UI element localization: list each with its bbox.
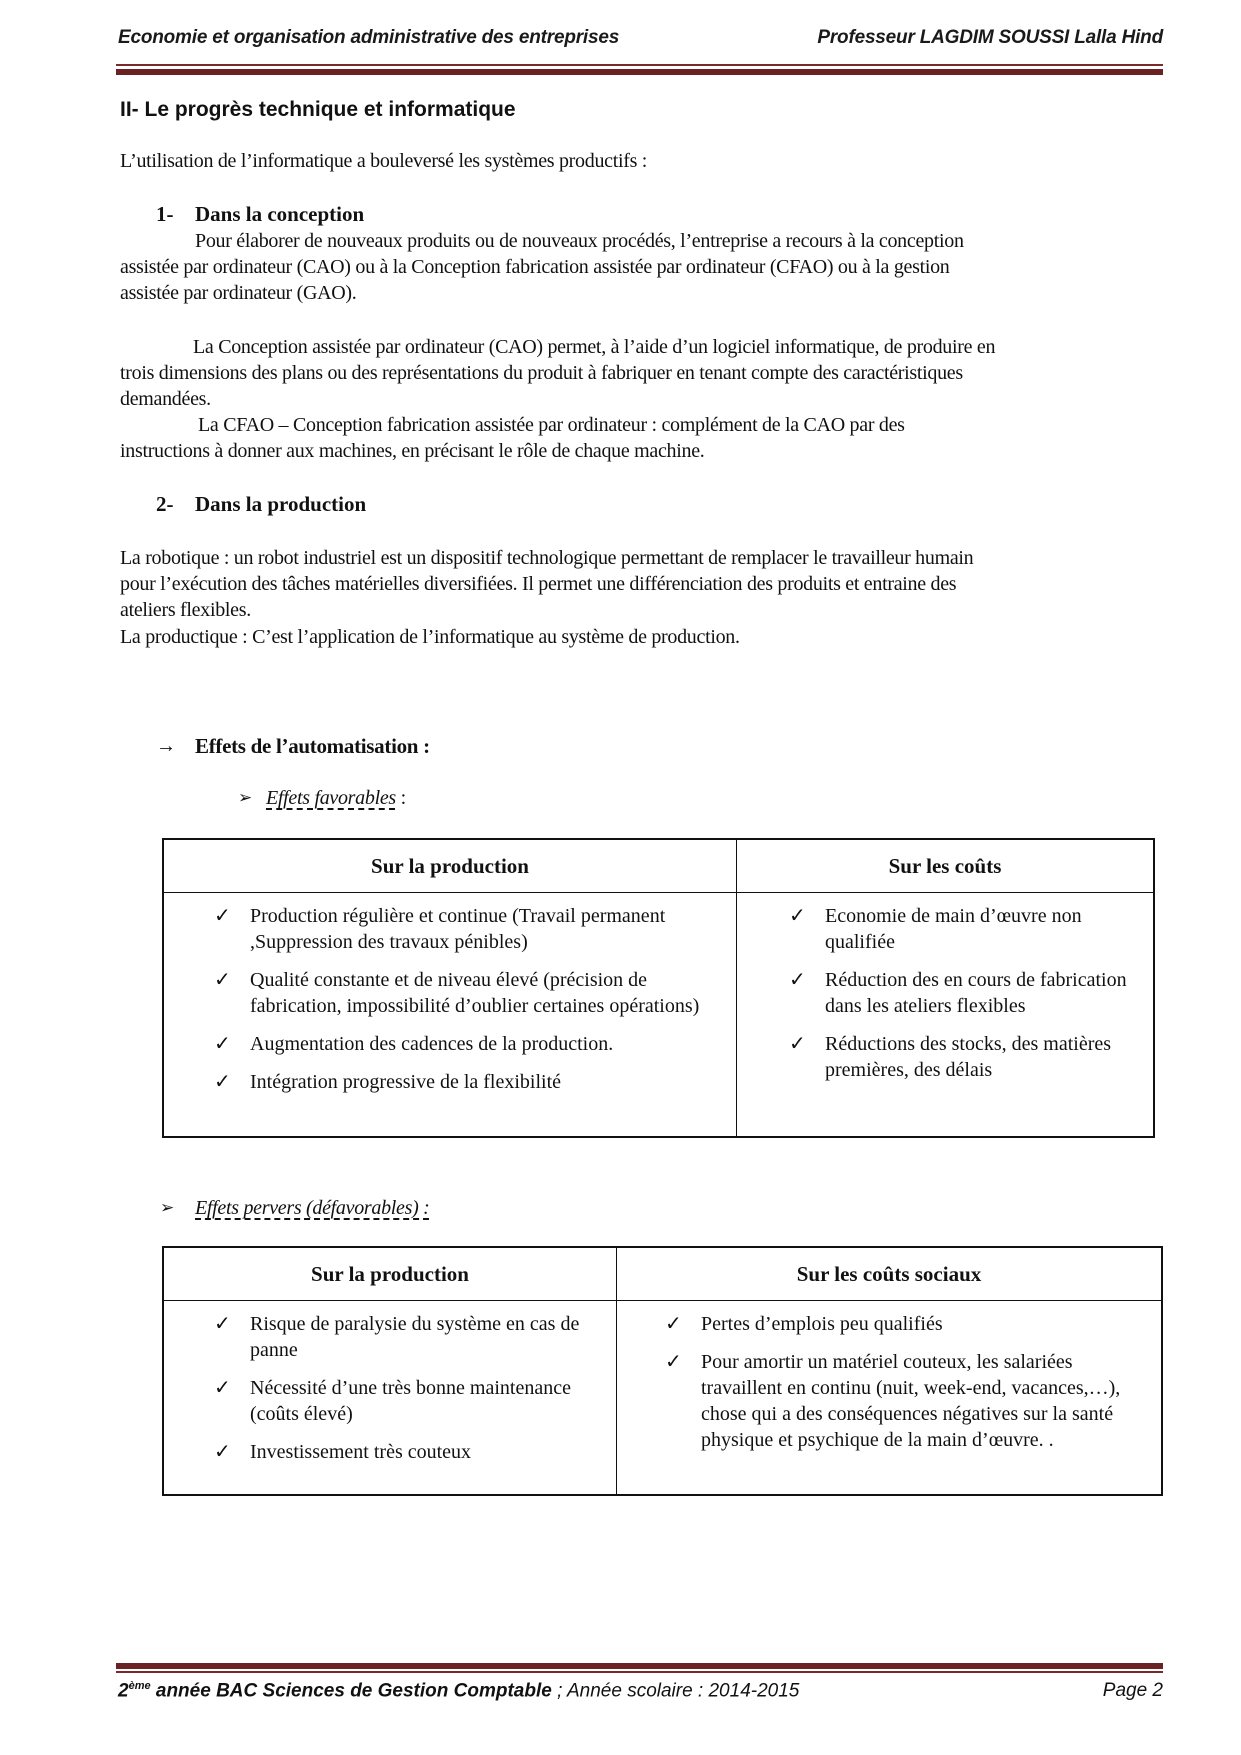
footer-grade-sup: ème: [128, 1680, 151, 1692]
part1-para3-line2: instructions à donner aux machines, en précisant le rôle de chaque machine.: [120, 440, 705, 462]
check-icon: ✓: [214, 905, 231, 927]
list-item: ✓ Pertes d’emplois peu qualifiés: [665, 1313, 943, 1335]
part1-para1-line2: assistée par ordinateur (CAO) ou à la Conception fabrication assistée par ordinateur (CFAO) ou à la gestion: [120, 256, 950, 278]
part2-para2: La productique : C’est l’application de l’informatique au système de production.: [120, 626, 740, 648]
footer-separator: ;: [551, 1680, 567, 1702]
header-rule-thin: [116, 64, 1163, 66]
part1-para1-line3: assistée par ordinateur (GAO).: [120, 282, 357, 304]
header-rule-thick: [116, 69, 1163, 75]
check-icon: ✓: [789, 969, 806, 991]
part1-number: 1-: [156, 202, 174, 226]
arrowhead-bullet-icon: ➢: [160, 1198, 174, 1217]
table-header-production: Sur la production: [163, 1247, 617, 1301]
intro-text: L’utilisation de l’informatique a bouleversé les systèmes productifs :: [120, 150, 648, 172]
page-number: Page 2: [1102, 1680, 1163, 1701]
list-item: ✓ Pour amortir un matériel couteux, les salariées travaillent en continu (nuit, week-end, vacances,…), chose qui a des conséquences négatives sur la santé physique et psychique de la main d’œuvre. .: [665, 1351, 1121, 1451]
check-icon: ✓: [789, 905, 806, 927]
check-icon: ✓: [665, 1313, 682, 1335]
part2-para1-line2: pour l’exécution des tâches matérielles diversifiées. Il permet une différenciation des produits et entraine des: [120, 573, 957, 595]
check-icon: ✓: [214, 969, 231, 991]
list-item: ✓ Production régulière et continue (Travail permanent ,Suppression des travaux pénibles): [214, 905, 666, 953]
list-item: ✓ Risque de paralysie du système en cas de panne: [214, 1313, 580, 1361]
check-icon: ✓: [665, 1351, 682, 1373]
check-icon: ✓: [789, 1033, 806, 1055]
check-icon: ✓: [214, 1033, 231, 1055]
social-costs-cell: [617, 1301, 1163, 1496]
arrow-right-icon: →: [156, 735, 176, 757]
unfavorable-effects-table: [162, 1246, 1163, 1496]
list-item: ✓ Nécessité d’une très bonne maintenance (coûts élevé): [214, 1377, 571, 1425]
part2-number: 2-: [156, 492, 174, 516]
part1-heading: Dans la conception: [195, 202, 365, 226]
footer-school-year: Année scolaire : 2014-2015: [566, 1680, 800, 1702]
part1-para2-line1: La Conception assistée par ordinateur (CAO) permet, à l’aide d’un logiciel informatique, de produire en: [193, 336, 996, 358]
costs-cell: [737, 893, 1155, 1138]
footer-course-info: [118, 1680, 799, 1702]
footer-grade-number: 2: [118, 1680, 129, 1702]
list-item: ✓ Réductions des stocks, des matières premières, des délais: [789, 1033, 1112, 1081]
production-cell: [163, 1301, 617, 1496]
footer-rule-thick: [116, 1663, 1163, 1669]
table-header-social-costs: Sur les coûts sociaux: [617, 1247, 1163, 1301]
check-icon: ✓: [214, 1441, 231, 1463]
list-item: ✓ Intégration progressive de la flexibilité: [214, 1071, 562, 1093]
effects-heading: Effets de l’automatisation :: [195, 734, 430, 758]
header-author: Professeur LAGDIM SOUSSI Lalla Hind: [817, 27, 1163, 48]
footer-rule-thin: [116, 1671, 1163, 1673]
part1-para1-line1: Pour élaborer de nouveaux produits ou de nouveaux procédés, l’entreprise a recours à la conception: [195, 230, 964, 252]
list-item: ✓ Economie de main d’œuvre non qualifiée: [789, 905, 1082, 953]
part2-para1-line1: La robotique : un robot industriel est un dispositif technologique permettant de remplacer le travailleur humain: [120, 547, 974, 569]
favorable-effects-table: [162, 838, 1155, 1138]
favorable-effects-text: Effets favorables: [266, 787, 396, 809]
table-header-costs: Sur les coûts: [737, 839, 1155, 893]
check-icon: ✓: [214, 1313, 231, 1335]
footer-course: année BAC Sciences de Gestion Comptable: [150, 1680, 552, 1702]
list-item: ✓ Augmentation des cadences de la production.: [214, 1033, 614, 1055]
arrowhead-bullet-icon: ➢: [238, 788, 252, 807]
part1-para2-line3: demandées.: [120, 388, 211, 410]
table-header-production: Sur la production: [163, 839, 737, 893]
list-item: ✓ Investissement très couteux: [214, 1441, 472, 1463]
list-item: ✓ Réduction des en cours de fabrication dans les ateliers flexibles: [789, 969, 1127, 1017]
favorable-effects-colon: :: [395, 787, 406, 809]
favorable-effects-label: [266, 785, 406, 811]
part2-heading: Dans la production: [195, 492, 367, 516]
section-title: II- Le progrès technique et informatique: [120, 98, 516, 121]
part2-para1-line3: ateliers flexibles.: [120, 599, 251, 621]
part1-para3-line1: La CFAO – Conception fabrication assistée par ordinateur : complément de la CAO par des: [198, 414, 905, 436]
check-icon: ✓: [214, 1071, 231, 1093]
unfavorable-effects-label: [195, 1195, 430, 1221]
production-cell: [163, 893, 737, 1138]
list-item: ✓ Qualité constante et de niveau élevé (précision de fabrication, impossibilité d’oublier certaines opérations): [214, 969, 700, 1017]
part1-para2-line2: trois dimensions des plans ou des représentations du produit à fabriquer en tenant compte des caractéristiques: [120, 362, 963, 384]
unfavorable-effects-text: Effets pervers (défavorables) :: [195, 1197, 430, 1219]
check-icon: ✓: [214, 1377, 231, 1399]
header-course-title: Economie et organisation administrative des entreprises: [118, 27, 620, 48]
